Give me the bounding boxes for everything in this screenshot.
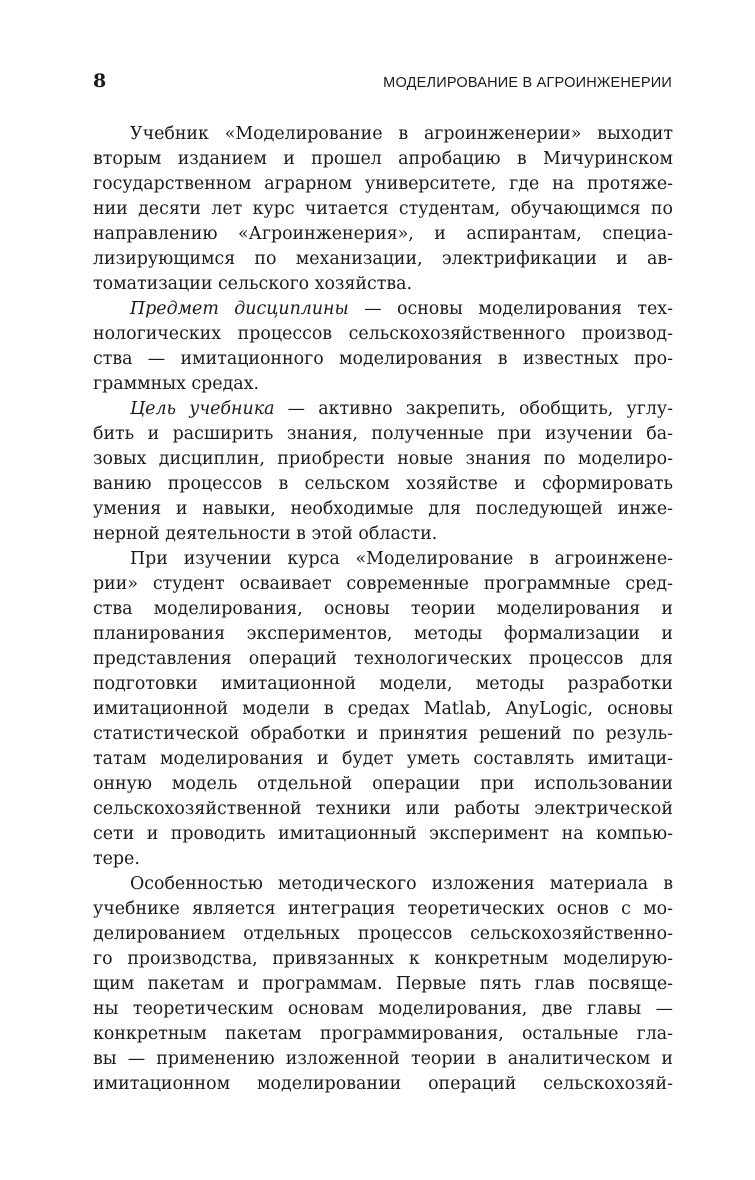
- text-line: имитационном моделировании операций сельскохозяй-: [93, 1074, 673, 1094]
- text-line: имитационной модели в средах Matlab, AnyLogic, основы: [93, 699, 673, 719]
- text-line: онную модель отдельной операции при использовании: [93, 774, 673, 794]
- text-fragment: — активно закрепить, обобщить, углу-: [274, 399, 673, 419]
- text-line: [93, 397, 673, 422]
- body-text: [93, 122, 673, 1097]
- text-line: сети и проводить имитационный эксперимент на компью-: [93, 824, 673, 844]
- text-line: нерной деятельности в этой области.: [93, 524, 438, 544]
- text-line: татам моделирования и будет уметь составлять имитаци-: [93, 749, 673, 769]
- text-line: лизирующимся по механизации, электрификации и ав-: [93, 249, 673, 269]
- text-line: учебнике является интеграция теоретических основ с мо-: [93, 899, 673, 919]
- paragraph: [93, 547, 673, 872]
- text-line: [93, 297, 673, 322]
- text-line: сельскохозяйственной техники или работы электрической: [93, 799, 673, 819]
- italic-term: Цель учебника: [130, 399, 275, 419]
- text-line: ства — имитационного моделирования в известных про-: [93, 349, 673, 369]
- text-line: статистической обработки и принятия решений по резуль-: [93, 724, 673, 744]
- text-line: нологических процессов сельскохозяйственного производ-: [93, 324, 673, 344]
- text-line: представления операций технологических процессов для: [93, 649, 673, 669]
- text-line: томатизации сельского хозяйства.: [93, 274, 413, 294]
- text-line: ванию процессов в сельском хозяйстве и сформировать: [93, 474, 673, 494]
- text-line: вы — применению изложенной теории в аналитическом и: [93, 1049, 673, 1069]
- text-line: тере.: [93, 849, 140, 869]
- text-line: рии» студент осваивает современные программные сред-: [93, 574, 673, 594]
- text-line: Учебник «Моделирование в агроинженерии» выходит: [130, 124, 673, 144]
- running-title: МОДЕЛИРОВАНИЕ В АГРОИНЖЕНЕРИИ: [383, 75, 672, 91]
- paragraph: [93, 872, 673, 1097]
- text-line: направлению «Агроинженерия», и аспирантам, специа-: [93, 224, 673, 244]
- text-line: нии десяти лет курс читается студентам, обучающимся по: [93, 199, 673, 219]
- text-line: бить и расширить знания, полученные при изучении ба-: [93, 424, 673, 444]
- text-line: зовых дисциплин, приобрести новые знания по моделиро-: [93, 449, 673, 469]
- paragraph: [93, 397, 673, 547]
- text-line: граммных средах.: [93, 374, 260, 394]
- text-line: При изучении курса «Моделирование в агроинжене-: [130, 549, 673, 569]
- text-line: го производства, привязанных к конкретным моделирую-: [93, 949, 673, 969]
- text-line: щим пакетам и программам. Первые пять глав посвяще-: [93, 974, 673, 994]
- page-header: [93, 70, 672, 98]
- text-line: вторым изданием и прошел апробацию в Мичуринском: [93, 149, 673, 169]
- text-fragment: — основы моделирования тех-: [348, 299, 673, 319]
- text-line: конкретным пакетам программирования, остальные гла-: [93, 1024, 673, 1044]
- text-line: ны теоретическим основам моделирования, две главы —: [93, 999, 673, 1019]
- paragraph: [93, 297, 673, 397]
- text-line: Особенностью методического изложения материала в: [130, 874, 673, 894]
- text-line: ства моделирования, основы теории моделирования и: [93, 599, 673, 619]
- italic-term: Предмет дисциплины: [130, 299, 349, 319]
- text-line: подготовки имитационной модели, методы разработки: [93, 674, 673, 694]
- text-line: делированием отдельных процессов сельскохозяйственно-: [93, 924, 673, 944]
- text-line: планирования экспериментов, методы формализации и: [93, 624, 673, 644]
- page-number: 8: [93, 70, 107, 92]
- paragraph: [93, 122, 673, 297]
- text-line: умения и навыки, необходимые для последующей инже-: [93, 499, 673, 519]
- text-line: государственном аграрном университете, где на протяже-: [93, 174, 673, 194]
